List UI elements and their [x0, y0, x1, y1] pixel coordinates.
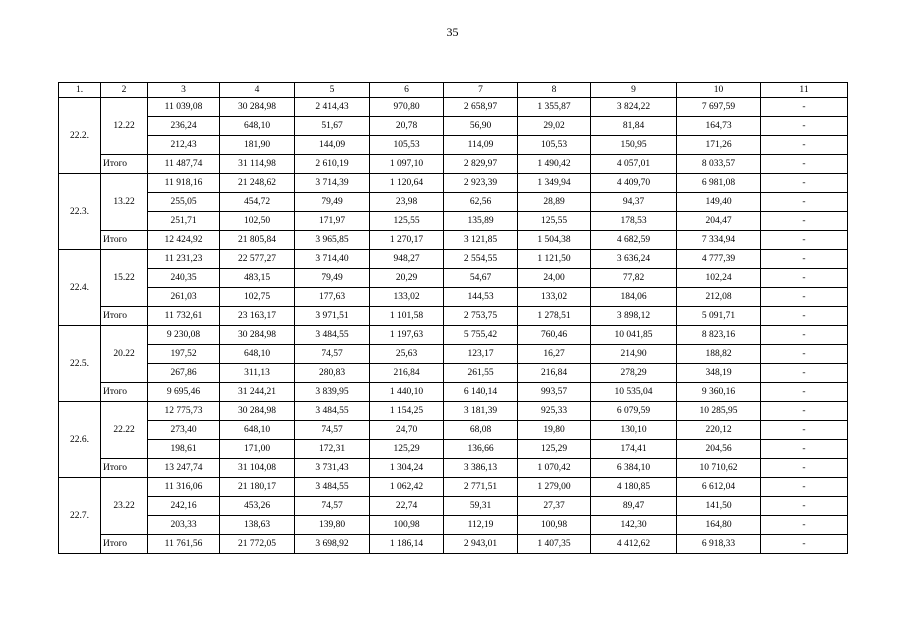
table-row	[59, 136, 848, 155]
value-cell: 16,27	[518, 345, 591, 364]
value-cell: 11 039,08	[148, 98, 220, 117]
value-cell: 9 230,08	[148, 326, 220, 345]
total-value-cell: 12 424,92	[148, 231, 220, 250]
value-cell: 216,84	[518, 364, 591, 383]
value-cell: 54,67	[444, 269, 518, 288]
value-cell: 100,98	[518, 516, 591, 535]
value-cell: 10 041,85	[591, 326, 677, 345]
table-row	[59, 117, 848, 136]
value-cell: 760,46	[518, 326, 591, 345]
total-value-cell: 6 384,10	[591, 459, 677, 478]
value-cell: 20,29	[370, 269, 444, 288]
value-cell: 30 284,98	[220, 326, 295, 345]
value-cell: 177,63	[295, 288, 370, 307]
value-cell: 51,67	[295, 117, 370, 136]
total-value-cell: -	[761, 459, 848, 478]
total-value-cell: 11 487,74	[148, 155, 220, 174]
value-cell: -	[761, 212, 848, 231]
total-value-cell: 1 504,38	[518, 231, 591, 250]
total-value-cell: 1 097,10	[370, 155, 444, 174]
value-cell: 171,97	[295, 212, 370, 231]
value-cell: 105,53	[370, 136, 444, 155]
value-cell: 25,63	[370, 345, 444, 364]
value-cell: 483,15	[220, 269, 295, 288]
value-cell: -	[761, 136, 848, 155]
value-cell: 74,57	[295, 345, 370, 364]
value-cell: 81,84	[591, 117, 677, 136]
value-cell: 242,16	[148, 497, 220, 516]
value-cell: 3 484,55	[295, 478, 370, 497]
value-cell: 102,75	[220, 288, 295, 307]
value-cell: 79,49	[295, 193, 370, 212]
total-row	[59, 155, 848, 174]
value-cell: 255,05	[148, 193, 220, 212]
total-value-cell: 3 386,13	[444, 459, 518, 478]
total-value-cell: 13 247,74	[148, 459, 220, 478]
value-cell: 4 409,70	[591, 174, 677, 193]
column-header: 6	[370, 83, 444, 98]
column-header: 7	[444, 83, 518, 98]
value-cell: 21 180,17	[220, 478, 295, 497]
total-value-cell: 7 334,94	[677, 231, 761, 250]
value-cell: 4 777,39	[677, 250, 761, 269]
table-row	[59, 193, 848, 212]
value-cell: 648,10	[220, 345, 295, 364]
total-value-cell: 3 971,51	[295, 307, 370, 326]
value-cell: 925,33	[518, 402, 591, 421]
value-cell: 114,09	[444, 136, 518, 155]
data-table	[58, 82, 848, 554]
column-header: 1.	[59, 83, 101, 98]
value-cell: 171,26	[677, 136, 761, 155]
value-cell: 261,03	[148, 288, 220, 307]
total-value-cell: 8 033,57	[677, 155, 761, 174]
total-value-cell: 2 829,97	[444, 155, 518, 174]
value-cell: 1 062,42	[370, 478, 444, 497]
group-id-cell: 22.7.	[59, 478, 101, 554]
value-cell: 29,02	[518, 117, 591, 136]
total-value-cell: -	[761, 231, 848, 250]
group-id-cell: 22.4.	[59, 250, 101, 326]
total-value-cell: 10 710,62	[677, 459, 761, 478]
total-value-cell: 31 104,08	[220, 459, 295, 478]
table-row	[59, 497, 848, 516]
column-header: 11	[761, 83, 848, 98]
value-cell: 1 197,63	[370, 326, 444, 345]
value-cell: 1 121,50	[518, 250, 591, 269]
table-row	[59, 250, 848, 269]
total-label-cell: Итого	[101, 535, 148, 554]
total-label-cell: Итого	[101, 155, 148, 174]
value-cell: 27,37	[518, 497, 591, 516]
group-code-cell: 23.22	[101, 478, 148, 535]
value-cell: 144,09	[295, 136, 370, 155]
column-header: 8	[518, 83, 591, 98]
value-cell: 7 697,59	[677, 98, 761, 117]
value-cell: 144,53	[444, 288, 518, 307]
total-label-cell: Итого	[101, 307, 148, 326]
table-row	[59, 288, 848, 307]
value-cell: 19,80	[518, 421, 591, 440]
value-cell: 204,56	[677, 440, 761, 459]
value-cell: 3 824,22	[591, 98, 677, 117]
value-cell: 89,47	[591, 497, 677, 516]
total-value-cell: 6 140,14	[444, 383, 518, 402]
table-row	[59, 421, 848, 440]
group-id-cell: 22.2.	[59, 98, 101, 174]
value-cell: 648,10	[220, 117, 295, 136]
value-cell: -	[761, 516, 848, 535]
value-cell: -	[761, 497, 848, 516]
table-row	[59, 212, 848, 231]
value-cell: 133,02	[370, 288, 444, 307]
value-cell: 133,02	[518, 288, 591, 307]
value-cell: 1 349,94	[518, 174, 591, 193]
value-cell: 62,56	[444, 193, 518, 212]
value-cell: 28,89	[518, 193, 591, 212]
group-code-cell: 13.22	[101, 174, 148, 231]
value-cell: 3 181,39	[444, 402, 518, 421]
value-cell: 138,63	[220, 516, 295, 535]
value-cell: 164,80	[677, 516, 761, 535]
value-cell: 1 355,87	[518, 98, 591, 117]
value-cell: 240,35	[148, 269, 220, 288]
total-row	[59, 383, 848, 402]
table-row	[59, 98, 848, 117]
value-cell: -	[761, 288, 848, 307]
value-cell: 172,31	[295, 440, 370, 459]
total-value-cell: 11 732,61	[148, 307, 220, 326]
total-value-cell: 3 121,85	[444, 231, 518, 250]
value-cell: 2 771,51	[444, 478, 518, 497]
column-header: 5	[295, 83, 370, 98]
value-cell: 125,29	[518, 440, 591, 459]
total-value-cell: -	[761, 307, 848, 326]
value-cell: 454,72	[220, 193, 295, 212]
total-value-cell: 1 186,14	[370, 535, 444, 554]
table-row	[59, 478, 848, 497]
value-cell: 2 414,43	[295, 98, 370, 117]
value-cell: 216,84	[370, 364, 444, 383]
total-row	[59, 459, 848, 478]
value-cell: 278,29	[591, 364, 677, 383]
value-cell: -	[761, 98, 848, 117]
header-row	[59, 83, 848, 98]
value-cell: 171,00	[220, 440, 295, 459]
value-cell: 125,55	[370, 212, 444, 231]
value-cell: 236,24	[148, 117, 220, 136]
value-cell: 1 279,00	[518, 478, 591, 497]
value-cell: 6 612,04	[677, 478, 761, 497]
total-value-cell: -	[761, 155, 848, 174]
value-cell: 174,41	[591, 440, 677, 459]
value-cell: 220,12	[677, 421, 761, 440]
total-value-cell: 1 278,51	[518, 307, 591, 326]
total-value-cell: -	[761, 383, 848, 402]
total-label-cell: Итого	[101, 383, 148, 402]
value-cell: 3 714,40	[295, 250, 370, 269]
value-cell: -	[761, 269, 848, 288]
value-cell: 3 484,55	[295, 402, 370, 421]
value-cell: 24,70	[370, 421, 444, 440]
total-value-cell: -	[761, 535, 848, 554]
value-cell: 203,33	[148, 516, 220, 535]
column-header: 9	[591, 83, 677, 98]
value-cell: 94,37	[591, 193, 677, 212]
group-code-cell: 15.22	[101, 250, 148, 307]
table-row	[59, 174, 848, 193]
column-header: 4	[220, 83, 295, 98]
value-cell: -	[761, 402, 848, 421]
table-row	[59, 440, 848, 459]
value-cell: -	[761, 117, 848, 136]
value-cell: 112,19	[444, 516, 518, 535]
value-cell: 198,61	[148, 440, 220, 459]
value-cell: 30 284,98	[220, 98, 295, 117]
group-code-cell: 20.22	[101, 326, 148, 383]
value-cell: 3 714,39	[295, 174, 370, 193]
value-cell: 77,82	[591, 269, 677, 288]
value-cell: 139,80	[295, 516, 370, 535]
value-cell: 6 981,08	[677, 174, 761, 193]
total-value-cell: 5 091,71	[677, 307, 761, 326]
total-value-cell: 10 535,04	[591, 383, 677, 402]
table-row	[59, 345, 848, 364]
table-row	[59, 364, 848, 383]
total-value-cell: 1 490,42	[518, 155, 591, 174]
value-cell: 251,71	[148, 212, 220, 231]
value-cell: 204,47	[677, 212, 761, 231]
value-cell: -	[761, 250, 848, 269]
value-cell: 1 120,64	[370, 174, 444, 193]
value-cell: -	[761, 345, 848, 364]
value-cell: 105,53	[518, 136, 591, 155]
value-cell: 311,13	[220, 364, 295, 383]
value-cell: 123,17	[444, 345, 518, 364]
total-row	[59, 231, 848, 250]
total-value-cell: 23 163,17	[220, 307, 295, 326]
total-value-cell: 3 698,92	[295, 535, 370, 554]
value-cell: 135,89	[444, 212, 518, 231]
value-cell: 68,08	[444, 421, 518, 440]
value-cell: 348,19	[677, 364, 761, 383]
value-cell: 8 823,16	[677, 326, 761, 345]
value-cell: 2 658,97	[444, 98, 518, 117]
value-cell: 74,57	[295, 497, 370, 516]
total-value-cell: 2 943,01	[444, 535, 518, 554]
value-cell: 197,52	[148, 345, 220, 364]
value-cell: 102,24	[677, 269, 761, 288]
total-value-cell: 21 772,05	[220, 535, 295, 554]
value-cell: 11 316,06	[148, 478, 220, 497]
total-value-cell: 1 304,24	[370, 459, 444, 478]
value-cell: 4 180,85	[591, 478, 677, 497]
value-cell: 181,90	[220, 136, 295, 155]
value-cell: 23,98	[370, 193, 444, 212]
value-cell: 280,83	[295, 364, 370, 383]
total-value-cell: 1 407,35	[518, 535, 591, 554]
total-label-cell: Итого	[101, 459, 148, 478]
table-row	[59, 269, 848, 288]
total-value-cell: 21 805,84	[220, 231, 295, 250]
total-value-cell: 6 918,33	[677, 535, 761, 554]
total-row	[59, 535, 848, 554]
value-cell: 2 923,39	[444, 174, 518, 193]
value-cell: 10 285,95	[677, 402, 761, 421]
value-cell: 12 775,73	[148, 402, 220, 421]
value-cell: -	[761, 478, 848, 497]
table-body	[59, 83, 848, 554]
value-cell: 21 248,62	[220, 174, 295, 193]
value-cell: 74,57	[295, 421, 370, 440]
total-value-cell: 31 244,21	[220, 383, 295, 402]
group-id-cell: 22.3.	[59, 174, 101, 250]
value-cell: 2 554,55	[444, 250, 518, 269]
value-cell: 141,50	[677, 497, 761, 516]
value-cell: 125,55	[518, 212, 591, 231]
value-cell: 11 231,23	[148, 250, 220, 269]
value-cell: 22 577,27	[220, 250, 295, 269]
value-cell: 56,90	[444, 117, 518, 136]
total-value-cell: 3 839,95	[295, 383, 370, 402]
value-cell: 11 918,16	[148, 174, 220, 193]
total-value-cell: 2 753,75	[444, 307, 518, 326]
value-cell: 149,40	[677, 193, 761, 212]
value-cell: -	[761, 193, 848, 212]
total-value-cell: 1 440,10	[370, 383, 444, 402]
total-value-cell: 993,57	[518, 383, 591, 402]
total-value-cell: 1 070,42	[518, 459, 591, 478]
column-header: 2	[101, 83, 148, 98]
total-value-cell: 1 101,58	[370, 307, 444, 326]
value-cell: 3 636,24	[591, 250, 677, 269]
value-cell: 178,53	[591, 212, 677, 231]
total-value-cell: 2 610,19	[295, 155, 370, 174]
total-value-cell: 11 761,56	[148, 535, 220, 554]
table-row	[59, 516, 848, 535]
value-cell: 30 284,98	[220, 402, 295, 421]
value-cell: 150,95	[591, 136, 677, 155]
value-cell: 970,80	[370, 98, 444, 117]
total-value-cell: 3 965,85	[295, 231, 370, 250]
total-value-cell: 1 270,17	[370, 231, 444, 250]
value-cell: -	[761, 174, 848, 193]
value-cell: 5 755,42	[444, 326, 518, 345]
group-id-cell: 22.5.	[59, 326, 101, 402]
value-cell: 212,08	[677, 288, 761, 307]
value-cell: 212,43	[148, 136, 220, 155]
value-cell: 125,29	[370, 440, 444, 459]
group-code-cell: 12.22	[101, 98, 148, 155]
total-value-cell: 3 731,43	[295, 459, 370, 478]
value-cell: 22,74	[370, 497, 444, 516]
value-cell: 79,49	[295, 269, 370, 288]
value-cell: 102,50	[220, 212, 295, 231]
page-number: 35	[446, 25, 459, 39]
value-cell: 130,10	[591, 421, 677, 440]
value-cell: 184,06	[591, 288, 677, 307]
value-cell: 214,90	[591, 345, 677, 364]
total-value-cell: 31 114,98	[220, 155, 295, 174]
total-row	[59, 307, 848, 326]
value-cell: -	[761, 421, 848, 440]
value-cell: 142,30	[591, 516, 677, 535]
value-cell: 3 484,55	[295, 326, 370, 345]
value-cell: 136,66	[444, 440, 518, 459]
value-cell: 261,55	[444, 364, 518, 383]
total-value-cell: 4 412,62	[591, 535, 677, 554]
value-cell: 59,31	[444, 497, 518, 516]
total-value-cell: 9 360,16	[677, 383, 761, 402]
value-cell: 100,98	[370, 516, 444, 535]
column-header: 10	[677, 83, 761, 98]
column-header: 3	[148, 83, 220, 98]
table-row	[59, 326, 848, 345]
group-id-cell: 22.6.	[59, 402, 101, 478]
value-cell: 20,78	[370, 117, 444, 136]
value-cell: 267,86	[148, 364, 220, 383]
value-cell: 188,82	[677, 345, 761, 364]
total-label-cell: Итого	[101, 231, 148, 250]
value-cell: -	[761, 440, 848, 459]
value-cell: -	[761, 326, 848, 345]
group-code-cell: 22.22	[101, 402, 148, 459]
value-cell: 453,26	[220, 497, 295, 516]
total-value-cell: 9 695,46	[148, 383, 220, 402]
value-cell: 6 079,59	[591, 402, 677, 421]
total-value-cell: 4 682,59	[591, 231, 677, 250]
value-cell: 648,10	[220, 421, 295, 440]
value-cell: -	[761, 364, 848, 383]
value-cell: 164,73	[677, 117, 761, 136]
value-cell: 273,40	[148, 421, 220, 440]
total-value-cell: 4 057,01	[591, 155, 677, 174]
value-cell: 948,27	[370, 250, 444, 269]
value-cell: 1 154,25	[370, 402, 444, 421]
table-row	[59, 402, 848, 421]
value-cell: 24,00	[518, 269, 591, 288]
total-value-cell: 3 898,12	[591, 307, 677, 326]
